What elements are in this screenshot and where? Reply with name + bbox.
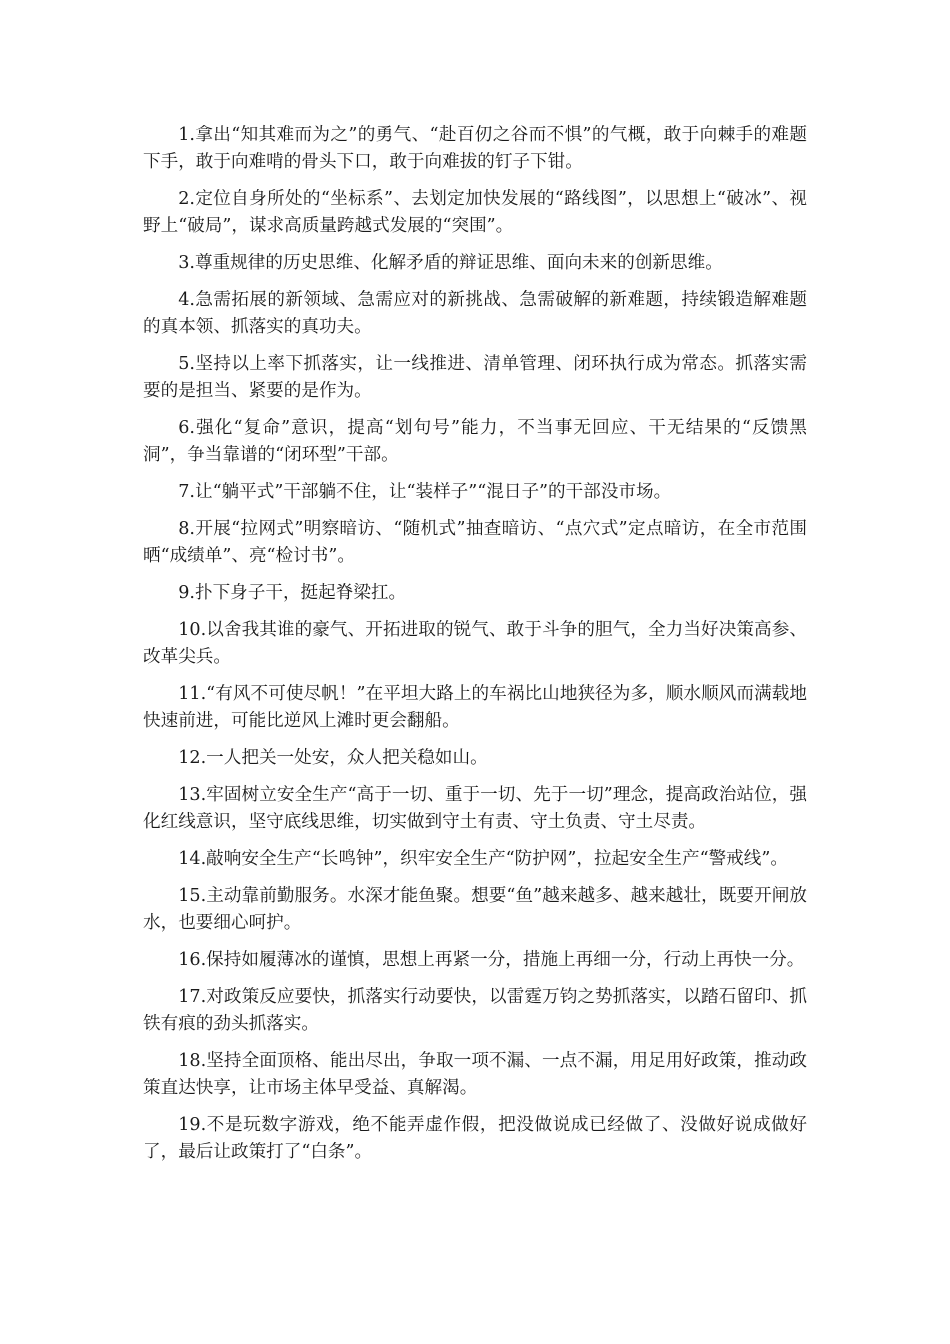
paragraph-14: 14.敲响安全生产“长鸣钟”，织牢安全生产“防护网”，拉起安全生产“警戒线”。	[178, 849, 788, 869]
paragraph-10: 10.以舍我其谁的豪气、开拓进取的锐气、敢于斗争的胆气，全力当好决策高参、改革尖兵。	[143, 620, 807, 667]
paragraph-9: 9.扑下身子干，挺起脊梁扛。	[178, 583, 407, 603]
paragraph-12: 12.一人把关一处安，众人把关稳如山。	[178, 748, 488, 768]
paragraph-13: 13.牢固树立安全生产“高于一切、重于一切、先于一切”理念，提高政治站位，强化红线意识，坚守底线思维，切实做到守土有责、守土负责、守土尽责。	[143, 785, 807, 832]
paragraph-1: 1.拿出“知其难而为之”的勇气、“赴百仞之谷而不惧”的气概，敢于向棘手的难题下手，敢于向难啃的骨头下口，敢于向难拔的钉子下钳。	[143, 125, 807, 172]
paragraph-7: 7.让“躺平式”干部躺不住，让“装样子”“混日子”的干部没市场。	[178, 482, 672, 502]
paragraph-5: 5.坚持以上率下抓落实，让一线推进、清单管理、闭环执行成为常态。抓落实需要的是担当、紧要的是作为。	[143, 354, 807, 401]
paragraph-2: 2.定位自身所处的“坐标系”、去划定加快发展的“路线图”，以思想上“破冰”、视野上“破局”，谋求高质量跨越式发展的“突围”。	[143, 189, 807, 236]
paragraph-6: 6.强化“复命”意识，提高“划句号”能力，不当事无回应、干无结果的“反馈黑洞”，争当靠谱的“闭环型”干部。	[143, 418, 807, 465]
paragraph-15: 15.主动靠前勤服务。水深才能鱼聚。想要“鱼”越来越多、越来越壮，既要开闸放水，也要细心呵护。	[143, 886, 807, 933]
paragraph-18: 18.坚持全面顶格、能出尽出，争取一项不漏、一点不漏，用足用好政策，推动政策直达快享，让市场主体早受益、真解渴。	[143, 1051, 807, 1098]
paragraph-17: 17.对政策反应要快，抓落实行动要快，以雷霆万钧之势抓落实，以踏石留印、抓铁有痕的劲头抓落实。	[143, 987, 807, 1034]
paragraph-3: 3.尊重规律的历史思维、化解矛盾的辩证思维、面向未来的创新思维。	[178, 253, 723, 273]
paragraph-4: 4.急需拓展的新领域、急需应对的新挑战、急需破解的新难题，持续锻造解难题的真本领、抓落实的真功夫。	[143, 290, 807, 337]
paragraph-19: 19.不是玩数字游戏，绝不能弄虚作假，把没做说成已经做了、没做好说成做好了，最后让政策打了“白条”。	[143, 1115, 807, 1162]
document-body	[143, 122, 807, 1176]
paragraph-8: 8.开展“拉网式”明察暗访、“随机式”抽查暗访、“点穴式”定点暗访，在全市范围晒“成绩单”、亮“检讨书”。	[143, 519, 807, 566]
paragraph-16: 16.保持如履薄冰的谨慎，思想上再紧一分，措施上再细一分，行动上再快一分。	[178, 950, 805, 970]
paragraph-11: 11.“有风不可使尽帆！”在平坦大路上的车祸比山地狭径为多，顺水顺风而满载地快速前进，可能比逆风上滩时更会翻船。	[143, 684, 807, 731]
